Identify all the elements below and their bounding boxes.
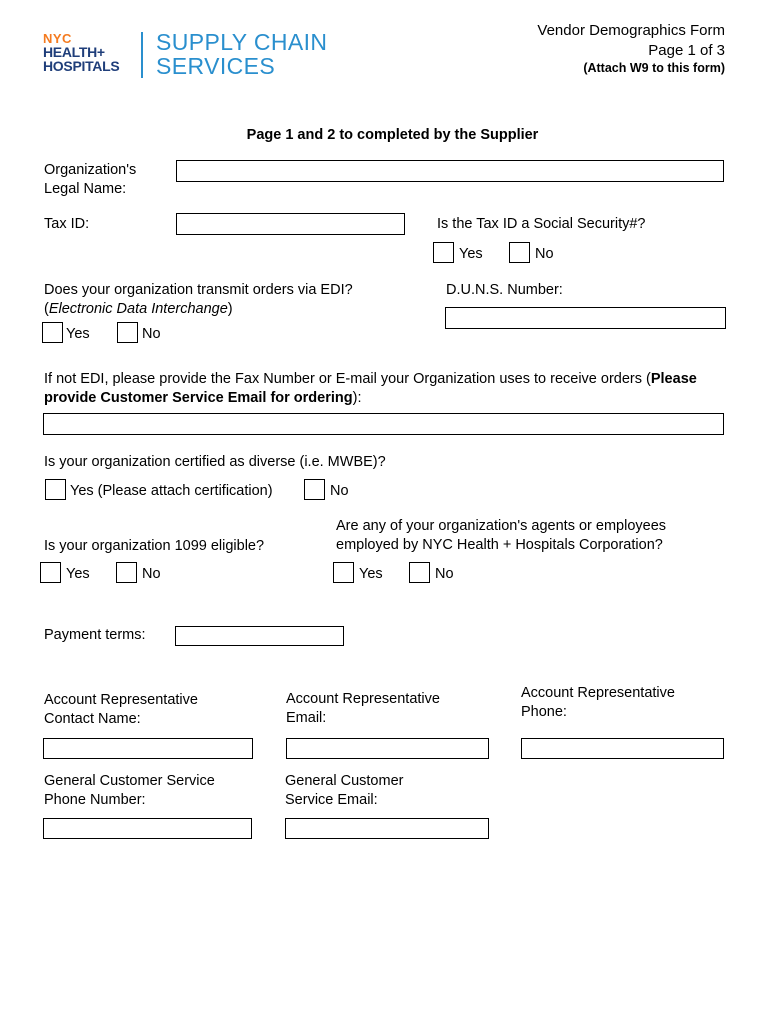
cs-phone-input[interactable] — [43, 818, 252, 839]
agents-question-line2: employed by NYC Health + Hospitals Corporation? — [336, 537, 663, 553]
ssn-yes-label: Yes — [459, 246, 483, 262]
logo-divider — [141, 32, 143, 78]
rep-phone-label — [521, 684, 675, 722]
rep-phone-label-line2: Phone: — [521, 704, 567, 720]
ssn-question: Is the Tax ID a Social Security#? — [437, 216, 646, 232]
rep-email-label — [286, 690, 440, 728]
eligible-1099-no-label: No — [142, 566, 161, 582]
form-title: Vendor Demographics Form — [537, 22, 725, 39]
agents-no-checkbox[interactable] — [409, 562, 430, 583]
rep-email-label-line2: Email: — [286, 710, 327, 726]
legal-name-input[interactable] — [176, 160, 724, 182]
diverse-yes-label: Yes (Please attach certification) — [70, 483, 273, 499]
logo-services-text: SERVICES — [156, 53, 276, 79]
ssn-no-checkbox[interactable] — [509, 242, 530, 263]
cs-email-label-line1: General Customer — [285, 773, 404, 789]
legal-name-label — [44, 161, 136, 199]
cs-phone-label — [44, 772, 215, 810]
ssn-yes-checkbox[interactable] — [433, 242, 454, 263]
fax-email-input[interactable] — [43, 413, 724, 435]
logo-supply-text: SUPPLY CHAIN — [156, 29, 328, 55]
logo-supply-chain-services — [156, 30, 327, 78]
diverse-yes-checkbox[interactable] — [45, 479, 66, 500]
logo-health-hospitals — [43, 45, 119, 73]
payment-terms-label: Payment terms: — [44, 627, 146, 643]
cs-phone-label-line1: General Customer Service — [44, 773, 215, 789]
duns-label: D.U.N.S. Number: — [446, 282, 563, 298]
diverse-question: Is your organization certified as diverse (i.e. MWBE)? — [44, 454, 386, 470]
rep-name-label — [44, 691, 198, 729]
cs-phone-label-line2: Phone Number: — [44, 792, 146, 808]
logo-hospitals-text: HOSPITALS — [43, 58, 120, 74]
agents-question-line1: Are any of your organization's agents or employees — [336, 518, 667, 534]
diverse-no-label: No — [330, 483, 349, 499]
rep-phone-label-line1: Account Representative — [521, 685, 675, 701]
attach-note: (Attach W9 to this form) — [583, 61, 725, 75]
rep-email-input[interactable] — [286, 738, 489, 759]
page-info: Page 1 of 3 — [648, 42, 725, 59]
agents-yes-checkbox[interactable] — [333, 562, 354, 583]
eligible-1099-question: Is your organization 1099 eligible? — [44, 538, 265, 554]
eligible-1099-no-checkbox[interactable] — [116, 562, 137, 583]
diverse-no-checkbox[interactable] — [304, 479, 325, 500]
rep-email-label-line1: Account Representative — [286, 691, 440, 707]
eligible-1099-yes-checkbox[interactable] — [40, 562, 61, 583]
rep-name-label-line1: Account Representative — [44, 692, 198, 708]
rep-phone-input[interactable] — [521, 738, 724, 759]
agents-no-label: No — [435, 566, 454, 582]
cs-email-label — [285, 772, 403, 810]
ssn-no-label: No — [535, 246, 554, 262]
tax-id-label: Tax ID: — [44, 216, 90, 232]
edi-no-label: No — [142, 326, 161, 342]
legal-name-label-line1: Organization's — [44, 162, 137, 178]
cs-email-input[interactable] — [285, 818, 489, 839]
eligible-1099-yes-label: Yes — [66, 566, 90, 582]
logo-health-text: HEALTH+ — [43, 44, 105, 60]
edi-question-text: Does your organization transmit orders via EDI? — [44, 282, 353, 298]
duns-input[interactable] — [445, 307, 726, 329]
edi-yes-label: Yes — [66, 326, 90, 342]
fax-email-question: If not EDI, please provide the Fax Number or E-mail your Organization uses to receive orders (Please provide Customer Service Email for ordering): — [44, 371, 697, 406]
edi-question — [44, 281, 353, 319]
rep-name-label-line2: Contact Name: — [44, 711, 141, 727]
edi-no-checkbox[interactable] — [117, 322, 138, 343]
section-heading: Page 1 and 2 to completed by the Supplier — [246, 127, 539, 143]
agents-yes-label: Yes — [359, 566, 383, 582]
legal-name-label-line2: Legal Name: — [44, 181, 127, 197]
cs-email-label-line2: Service Email: — [285, 792, 378, 808]
rep-name-input[interactable] — [43, 738, 253, 759]
edi-subtext: (Electronic Data Interchange) — [44, 301, 233, 317]
edi-yes-checkbox[interactable] — [42, 322, 63, 343]
payment-terms-input[interactable] — [175, 626, 344, 646]
logo-nyc-text: NYC — [43, 31, 72, 46]
tax-id-input[interactable] — [176, 213, 405, 235]
agents-question — [336, 517, 666, 555]
